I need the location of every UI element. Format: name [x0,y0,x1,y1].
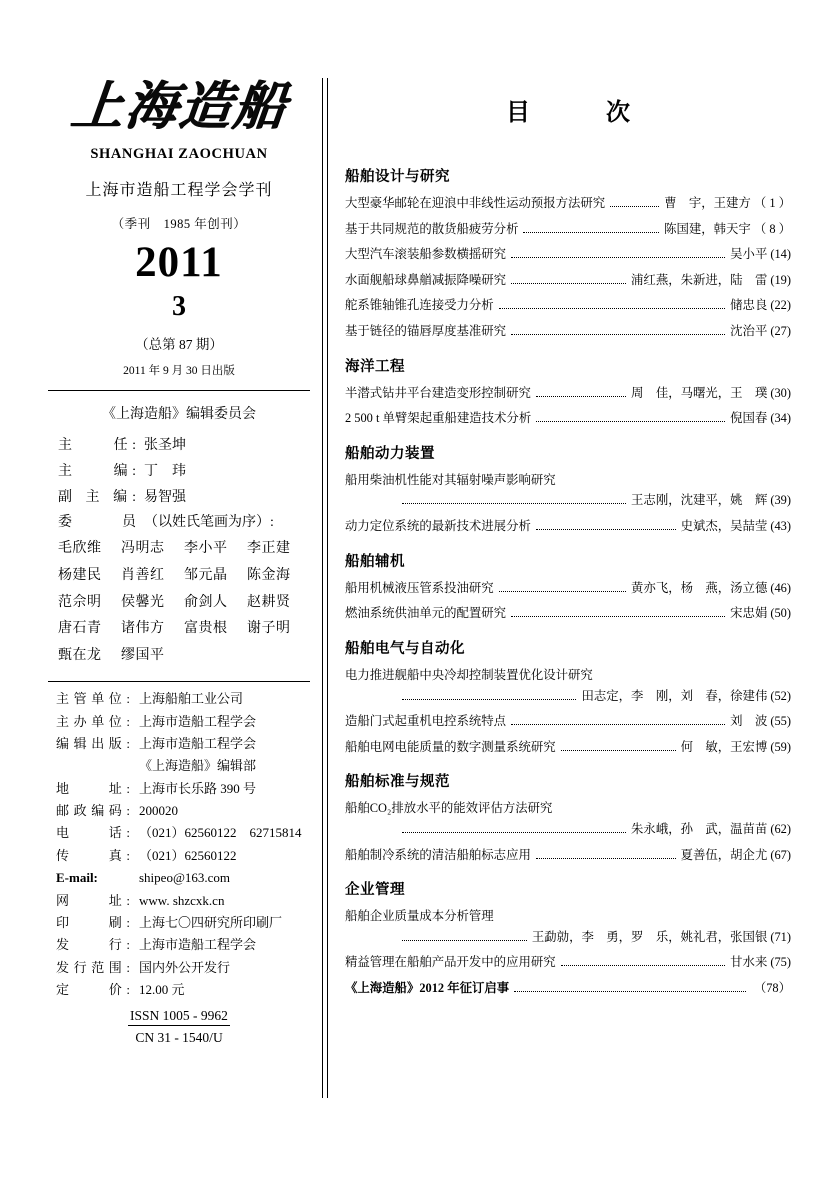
leader-dots [499,307,725,309]
leader-dots [511,282,626,284]
toc-entry-title: 大型豪华邮轮在迎浪中非线性运动预报方法研究 [345,196,606,210]
toc-entry-authors: 王志刚，沈建平，姚 辉 [631,493,768,508]
board-member: 邹元晶 [184,567,228,583]
toc-entry-title: 水面舰船球鼻艏减振降噪研究 [345,272,507,287]
issn-wrapper [48,1007,310,1026]
toc-entry-title: 动力定位系统的最新技术进展分析 [345,519,531,534]
toc-entry[interactable] [345,322,791,341]
toc-entry-page: (46) [770,580,791,595]
info-value: 上海船舶工业公司 [139,691,244,707]
board-member: 范佘明 [58,594,102,610]
toc-entry-page: (55) [770,714,791,729]
board-member: 肖善红 [121,567,165,583]
issn-number: ISSN 1005 - 9962 [128,1008,230,1026]
board-member: 李正建 [247,541,291,557]
toc-section-heading: 船舶标准与规范 [345,774,450,791]
toc-entry-title: 船用机械液压管系投油研究 [345,580,494,595]
info-row [48,822,310,844]
board-member: 杨建民 [58,567,102,583]
info-label: 地 址: [56,780,130,796]
toc-entry-title: 船舶企业质量成本分析管理 [345,909,494,924]
info-value: 200020 [139,803,178,819]
board-role-row [48,433,310,459]
board-member: 侯馨光 [121,594,165,610]
leader-dots [523,231,659,233]
toc-entry[interactable] [345,738,791,757]
board-member [184,643,247,670]
issue-number: 3 [172,290,186,322]
board-member-row [48,616,310,643]
board-member: 李小平 [184,541,228,557]
toc-entry-title: 基于链径的锚唇厚度基准研究 [345,324,507,339]
info-label: 传 真: [56,847,130,863]
toc-entry-title: 电力推进舰船中央冷却控制装置优化设计研究 [345,667,593,682]
board-member: 富贵根 [184,621,228,637]
board-role-name: 丁 玮 [144,463,186,479]
toc-entry-authors: 倪国春 [730,411,768,426]
board-role-label: 主 编: [58,463,136,479]
board-member: 谢子明 [247,621,291,637]
publication-info-block [48,688,310,1001]
toc-entry-authors: 史斌杰，吴喆莹 [680,519,768,534]
toc-entry[interactable] [345,409,791,428]
toc-entry-title: 船舶电网电能质量的数字测量系统研究 [345,739,556,754]
publication-date: 2011 年 9 月 30 日出版 [123,364,235,377]
toc-section [345,878,791,997]
toc-entry[interactable] [345,799,791,838]
column-divider-right [327,78,328,1098]
info-value: （021）62560122 [139,847,237,863]
toc-entry-authors: 宋忠娟 [730,606,768,621]
leader-dots [610,205,659,207]
leader-dots [536,528,676,530]
info-row-email [48,867,310,889]
board-member-row [48,590,310,617]
toc-entry-title: 精益管理在船舶产品开发中的应用研究 [345,955,556,970]
toc-entry-authors: 何 敏，王宏博 [680,739,768,754]
board-members-label: 委 员 [58,515,136,531]
toc-section-heading: 海洋工程 [345,358,405,375]
leader-dots [536,395,626,397]
toc-entry-title: 《上海造船》2012 年征订启事 [345,981,510,996]
board-member: 俞剑人 [184,594,228,610]
board-member-row [48,536,310,563]
toc-entry[interactable] [345,579,791,598]
toc-entry-title: 基于共同规范的散货船疲劳分析 [345,221,519,236]
info-value: 上海市长乐路 390 号 [139,780,257,796]
board-member: 缪国平 [121,647,165,663]
info-label: 主办单位: [56,713,130,729]
board-role-row [48,459,310,485]
board-member: 赵耕贤 [247,594,291,610]
toc-entry[interactable] [345,846,791,865]
toc-section [345,550,791,623]
toc-entry-authors: 曹 宇，王建方 [664,196,751,210]
leader-dots [536,857,676,859]
board-role-name: 易智强 [144,489,186,505]
info-row [48,778,310,800]
toc-entry[interactable] [345,271,791,290]
toc-entry-authors: 田志定，李 刚，刘 春，徐建伟 [581,688,768,703]
info-row-website [48,890,310,912]
toc-entry-title: 船舶CO₂排放水平的能效评估方法研究 [345,801,553,816]
board-member: 陈金海 [247,567,291,583]
journal-subtitle: 上海市造船工程学会学刊 [85,181,273,199]
toc-entry-title: 舵系锥轴锥孔连接受力分析 [345,298,494,313]
leader-dots [511,723,725,725]
toc-entry-title: 船舶制冷系统的清洁船舶标志应用 [345,847,531,862]
toc-entry-title: 2 500 t 单臂架起重船建造技术分析 [345,411,532,426]
toc-entry-title: 大型汽车滚装船参数横摇研究 [345,247,507,262]
info-value: 《上海造船》编辑部 [139,758,257,774]
toc-entry-page: (22) [770,298,791,313]
info-label [56,755,130,777]
website-value[interactable]: www. shzcxk.cn [139,892,225,908]
board-member: 诸伟方 [121,621,165,637]
info-row [48,800,310,822]
info-label: 邮政编码: [56,803,130,819]
toc-entry-authors: 朱永峨，孙 武，温苗苗 [631,821,768,836]
toc-entry-page: (67) [770,847,791,862]
toc-entry-page: (62) [770,821,791,836]
column-divider-left [322,78,323,1098]
toc-section [345,442,791,536]
leader-dots [402,939,527,941]
info-value: 上海七〇四研究所印刷厂 [139,914,283,930]
toc-entry[interactable] [345,220,791,239]
toc-entry[interactable] [345,604,791,623]
toc-entry[interactable] [345,296,791,315]
info-row [48,912,310,934]
toc-section [345,637,791,756]
toc-section [345,770,791,864]
toc-entry-page: (59) [770,739,791,754]
toc-section-heading: 船舶设计与研究 [345,169,450,185]
toc-entry-authors: 周 佳，马曙光，王 璞 [631,385,768,400]
cover-left-column [48,78,310,1046]
info-row [48,845,310,867]
email-value[interactable]: shipeo@163.com [139,870,231,886]
toc-entry-authors: 陈国建，韩天宇 [664,221,751,236]
toc-entry-authors: 王勐勍，李 勇，罗 乐，姚礼君，张国银 [531,929,768,944]
board-members-note: （以姓氏笔画为序）: [144,515,274,531]
board-members-label-row [48,510,310,536]
leader-dots [511,256,725,258]
info-label: 发 行: [56,937,130,953]
board-member-row [48,563,310,590]
info-row [48,688,310,710]
toc-entry[interactable] [345,517,791,536]
info-row [48,755,310,777]
leader-dots [514,990,746,992]
toc-entry-page: (75) [770,955,791,970]
toc-entry-page: (30) [770,385,791,400]
board-member: 冯明志 [121,541,165,557]
journal-periodicity: （季刊 1985 年创刊） [111,216,247,231]
divider-middle [48,681,310,682]
toc-entry-title: 半潜式钻井平台建造变形控制研究 [345,385,531,400]
leader-dots [561,749,676,751]
toc-title: 目 次 [506,100,656,126]
board-role-label: 主 任: [58,437,136,453]
toc-entry-authors: 吴小平 [730,247,768,262]
info-label: E-mail: [56,870,98,886]
leader-dots [499,590,626,592]
toc-entry-authors: 夏善伍，胡企尤 [680,847,768,862]
board-member: 甄在龙 [58,647,102,663]
info-row [48,733,310,755]
journal-title-cn: 上海造船 [68,79,291,136]
toc-entry-title: 造船门式起重机电控系统特点 [345,714,507,729]
divider-top [48,390,310,391]
board-role-row [48,485,310,511]
board-member: 毛欣维 [58,541,102,557]
cn-number: CN 31 - 1540/U [135,1030,223,1046]
toc-entry-page: (50) [770,606,791,621]
info-label: 定 价: [56,982,130,997]
table-of-contents [345,92,791,1005]
leader-dots [511,333,725,335]
leader-dots [402,698,576,700]
info-label: 电 话: [56,825,130,841]
toc-entry-page: （ 1 ） [753,196,791,210]
info-value: （021）62560122 62715814 [139,825,302,841]
issue-year: 2011 [135,238,223,286]
info-label: 主管单位: [56,691,130,707]
toc-entry-page: （ 8 ） [753,221,791,236]
toc-entry-page: (34) [770,411,791,426]
toc-entry-page: (52) [770,688,791,703]
toc-entry-title: 船用柴油机性能对其辐射噪声影响研究 [345,472,556,487]
toc-entry-announcement[interactable] [345,979,791,998]
toc-entry[interactable] [345,666,791,705]
toc-entry-page: （78） [753,981,791,996]
leader-dots [511,615,725,617]
board-member: 唐石青 [58,621,102,637]
editorial-board-title: 《上海造船》编辑委员会 [102,406,256,422]
toc-section-heading: 企业管理 [345,882,405,899]
toc-entry[interactable] [345,245,791,264]
info-value: 国内外公开发行 [139,959,231,975]
board-role-label: 副 主 编: [58,489,136,505]
toc-section [345,165,791,341]
toc-entry-page: (14) [770,247,791,262]
board-role-name: 张圣坤 [144,437,186,453]
toc-entry[interactable] [345,194,791,213]
toc-entry-authors: 刘 波 [730,714,768,729]
issue-total-number: （总第 87 期） [135,336,223,352]
leader-dots [561,964,726,966]
leader-dots [536,420,725,422]
info-label: 印 刷: [56,914,130,930]
toc-entry-page: (39) [770,493,791,508]
toc-entry[interactable] [345,471,791,510]
leader-dots [402,502,626,504]
toc-entry[interactable] [345,712,791,731]
info-value: 12.00 元 [139,982,185,997]
toc-entry[interactable] [345,384,791,403]
toc-entry-authors: 沈治平 [730,324,768,339]
toc-entry-page: (27) [770,324,791,339]
toc-entry-title: 燃油系统供油单元的配置研究 [345,606,507,621]
info-row [48,957,310,979]
toc-entry[interactable] [345,907,791,946]
info-label: 发行范围: [56,959,130,975]
info-value: 上海市造船工程学会 [139,937,257,953]
info-label: 网 址: [56,892,130,908]
info-row [48,979,310,1001]
info-value: 上海市造船工程学会 [139,736,257,752]
toc-section-heading: 船舶动力装置 [345,445,435,462]
toc-entry-authors: 浦红燕，朱新进，陆 雷 [631,272,768,287]
info-row [48,711,310,733]
toc-section [345,355,791,428]
toc-entry-authors: 甘水来 [730,955,768,970]
info-row [48,934,310,956]
board-member-row [48,643,310,670]
toc-entry-page: (19) [770,272,791,287]
leader-dots [402,831,626,833]
journal-title-en: SHANGHAI ZAOCHUAN [90,145,268,162]
toc-entry[interactable] [345,953,791,972]
toc-entry-authors: 储忠良 [730,298,768,313]
toc-entry-page: (43) [770,519,791,534]
toc-section-heading: 船舶电气与自动化 [345,640,465,657]
toc-entry-page: (71) [770,929,791,944]
board-member [247,643,310,670]
info-label: 编辑出版: [56,736,130,752]
masthead [48,78,310,163]
toc-entry-authors: 黄亦飞，杨 燕，汤立德 [631,580,768,595]
info-value: 上海市造船工程学会 [139,713,257,729]
toc-section-heading: 船舶辅机 [345,553,405,570]
